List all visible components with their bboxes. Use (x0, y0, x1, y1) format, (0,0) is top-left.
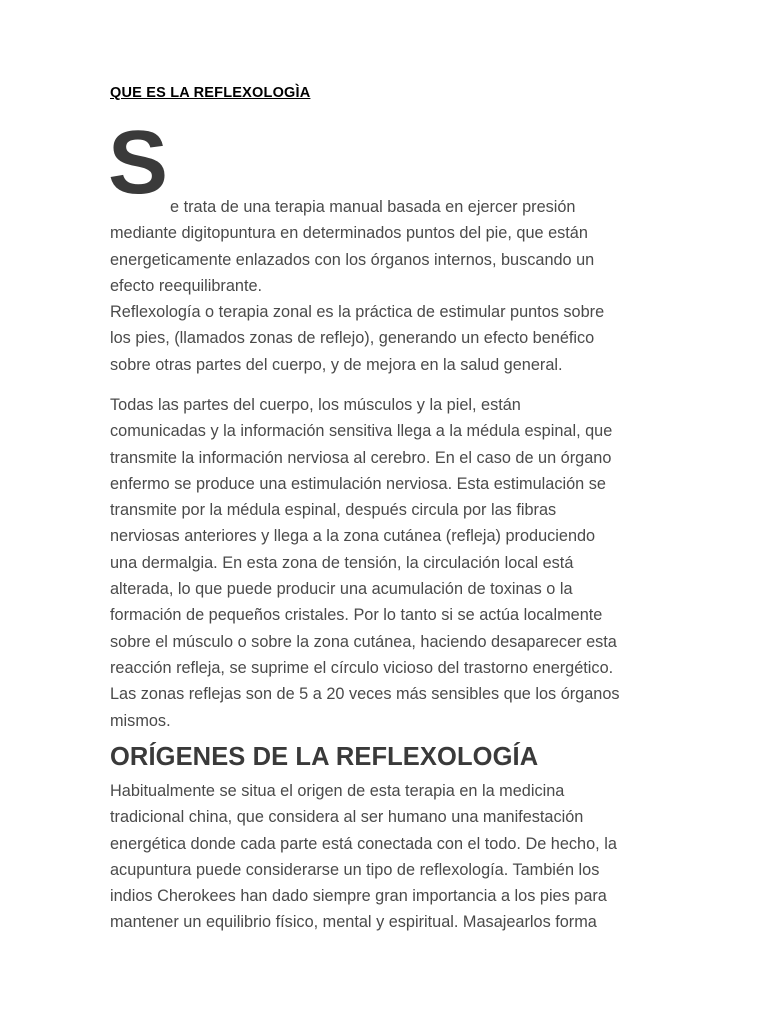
text-line: una dermalgia. En esta zona de tensión, la circulación local está (110, 553, 574, 572)
text-line: mismos. (110, 711, 171, 730)
text-line: los pies, (llamados zonas de reflejo), generando un efecto benéfico (110, 329, 595, 348)
text-line: enfermo se produce una estimulación nerviosa. Esta estimulación se (110, 474, 606, 493)
text-line: mediante digitopuntura en determinados puntos del pie, que están (110, 224, 588, 243)
text-line: nerviosas anteriores y llega a la zona cutánea (refleja) produciendo (110, 527, 596, 546)
intro-paragraph (110, 194, 604, 378)
text-line: efecto reequilibrante. (110, 276, 263, 295)
section-paragraph (110, 778, 617, 936)
text-line: energética donde cada parte está conectada con el todo. De hecho, la (110, 834, 617, 853)
text-line: Habitualmente se situa el origen de esta terapia en la medicina (110, 782, 565, 800)
text-line: reacción refleja, se suprime el círculo vicioso del trastorno energético. (110, 658, 614, 677)
document-title: QUE ES LA REFLEXOLOGÌA (110, 85, 311, 101)
text-line: tradicional china, que considera al ser humano una manifestación (110, 808, 584, 827)
text-line: sobre el músculo o sobre la zona cutánea, haciendo desaparecer esta (110, 632, 617, 651)
text-line: transmite la información nerviosa al cerebro. En el caso de un órgano (110, 448, 612, 467)
text-line: alterada, lo que puede producir una acumulación de toxinas o la (110, 580, 573, 599)
text-line: Todas las partes del cuerpo, los músculos y la piel, están (110, 396, 521, 414)
body-paragraph (110, 392, 620, 734)
text-line: mantener un equilibrio físico, mental y espiritual. Masajearlos forma (110, 913, 597, 932)
drop-cap-letter: S (108, 113, 169, 213)
text-line: Reflexología o terapia zonal es la práctica de estimular puntos sobre (110, 303, 605, 322)
text-line: formación de pequeños cristales. Por lo tanto si se actúa localmente (110, 606, 603, 625)
text-line: comunicadas y la información sensitiva llega a la médula espinal, que (110, 422, 613, 441)
text-line: e trata de una terapia manual basada en ejercer presión (170, 198, 576, 216)
text-line: Las zonas reflejas son de 5 a 20 veces más sensibles que los órganos (110, 685, 620, 704)
text-line: indios Cherokees han dado siempre gran importancia a los pies para (110, 887, 607, 906)
text-line: energeticamente enlazados con los órganos internos, buscando un (110, 250, 595, 269)
text-line: transmite por la médula espinal, después circula por las fibras (110, 501, 557, 520)
text-line: sobre otras partes del cuerpo, y de mejora en la salud general. (110, 355, 563, 374)
text-line: acupuntura puede considerarse un tipo de reflexología. También los (110, 860, 600, 879)
section-heading: ORÍGENES DE LA REFLEXOLOGÍA (110, 743, 539, 771)
